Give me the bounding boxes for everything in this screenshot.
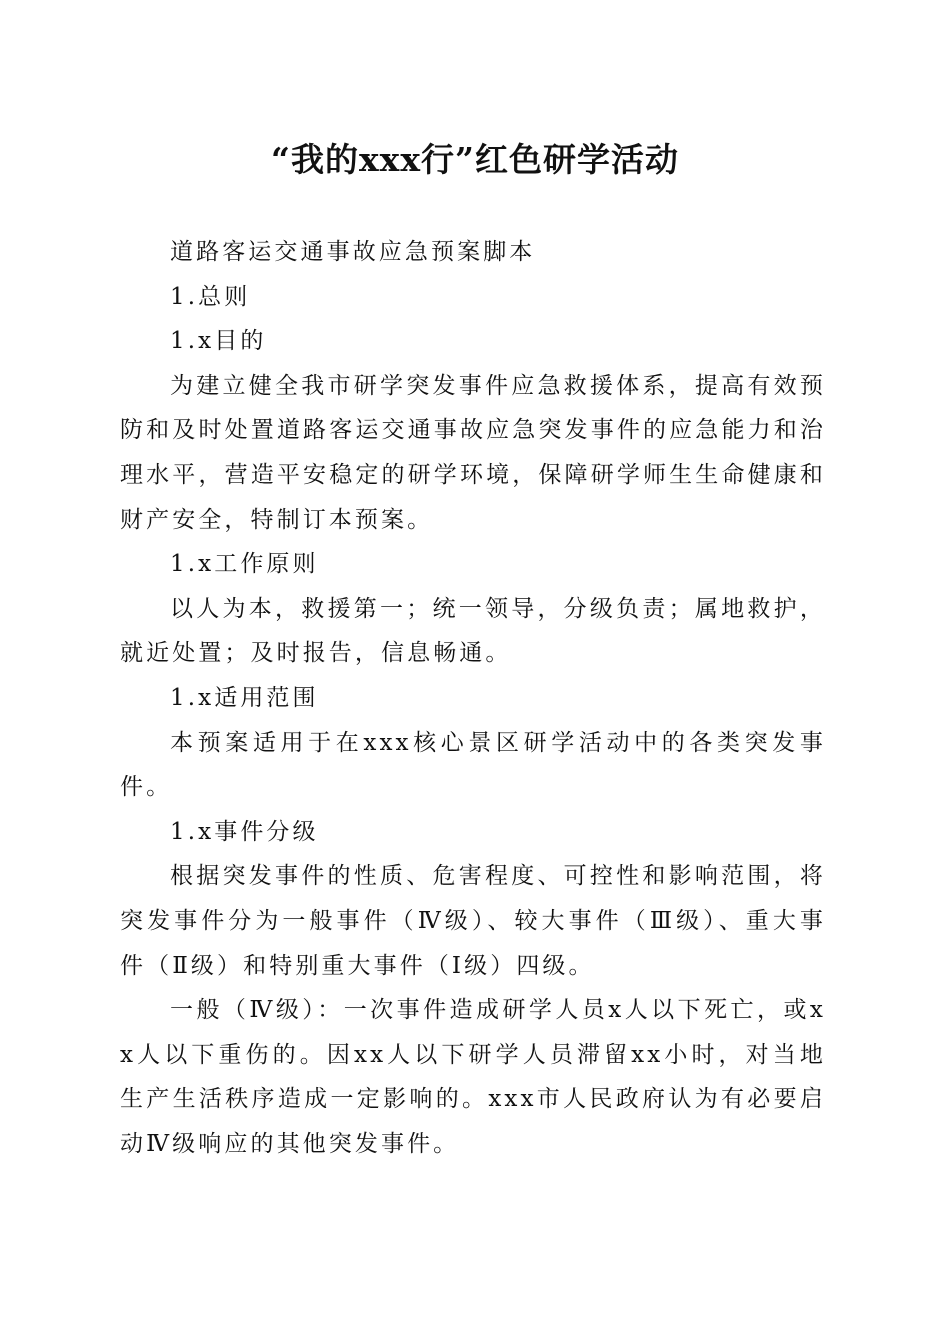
document-title: “我的xxx行”红色研学活动 <box>271 140 679 179</box>
section-heading-scope: 1.x适用范围 <box>170 684 319 711</box>
scope-paragraph: 本预案适用于在xxx核心景区研学活动中的各类突发事件。 <box>120 729 826 801</box>
section-heading-purpose: 1.x目的 <box>170 328 267 355</box>
purpose-paragraph: 为建立健全我市研学突发事件应急救援体系，提高有效预防和及时处置道路客运交通事故应急突发事件的应急能力和治理水平，营造平安稳定的研学环境，保障研学师生生命健康和财产安全，特制订本预案。 <box>120 372 826 533</box>
section-heading-classification: 1.x事件分级 <box>170 818 319 845</box>
level-four-paragraph: 一般（Ⅳ级）：一次事件造成研学人员x人以下死亡，或xx人以下重伤的。因xx人以下研学人员滞留xx小时，对当地生产生活秩序造成一定影响的。xxx市人民政府认为有必要启动Ⅳ级响应的其他突发事件。 <box>120 997 826 1157</box>
principles-paragraph: 以人为本，救援第一；统一领导，分级负责；属地救护，就近处置；及时报告，信息畅通。 <box>120 595 826 667</box>
section-heading-general: 1.总则 <box>170 283 251 310</box>
subtitle-paragraph: 道路客运交通事故应急预案脚本 <box>170 239 536 265</box>
classification-paragraph: 根据突发事件的性质、危害程度、可控性和影响范围，将突发事件分为一般事件（Ⅳ级）、较大事件（Ⅲ级）、重大事件（Ⅱ级）和特别重大事件（Ⅰ级）四级。 <box>120 863 826 979</box>
section-heading-principles: 1.x工作原则 <box>170 551 319 578</box>
document-body <box>120 230 826 1166</box>
